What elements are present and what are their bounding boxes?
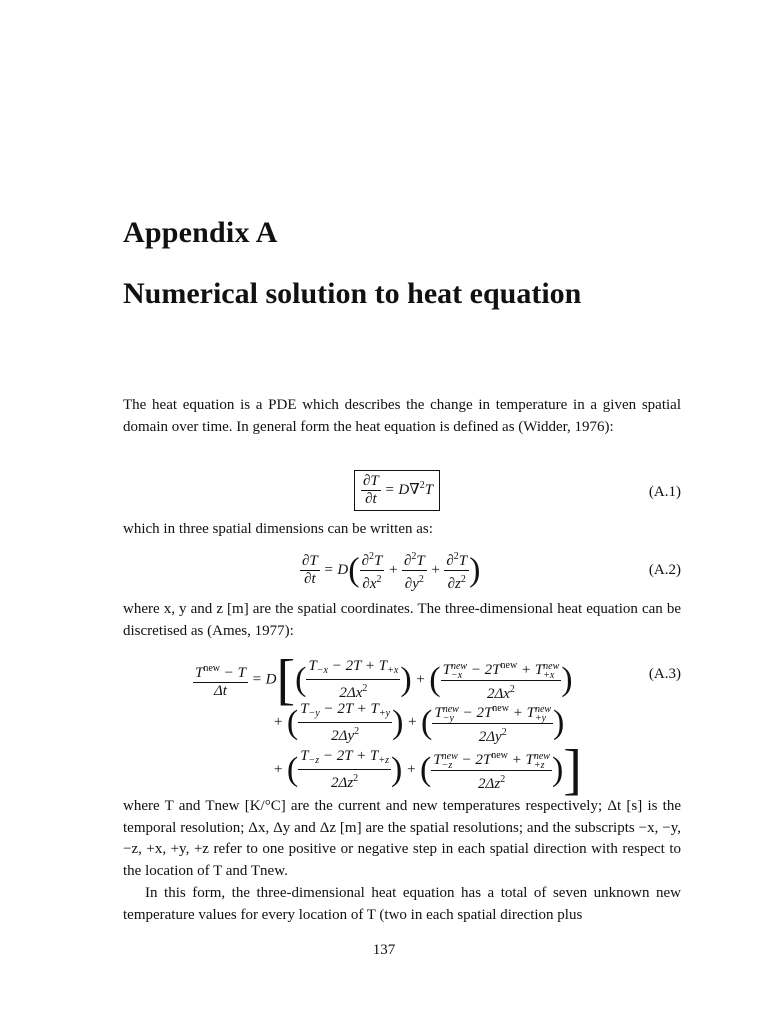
equation-number-a2: (A.2) (648, 562, 681, 578)
paragraph-after-a1: which in three spatial dimensions can be written as: (123, 521, 433, 537)
chapter-label: Appendix A (123, 216, 278, 249)
paragraph-intro: The heat equation is a PDE which describes the change in temperature in a given spatial domain over time. In general form the heat equation is defined as (Widder, 1976): (123, 397, 681, 435)
paragraph-final: In this form, the three-dimensional heat equation has a total of seven unknown new temperature values for every location of T (two in each spatial direction plus (123, 885, 681, 923)
equation-a1: $\frac{\partial T}{\partial t}$ = D∇$^2$T (A.1) (123, 470, 681, 514)
page-number: 137 (372, 942, 396, 958)
equation-number-a3: (A.3) (648, 666, 681, 682)
paragraph-after-a2: where x, y and z [m] are the spatial coordinates. The three-dimensional heat equation can be discretised as (Ames, 1977): (123, 601, 681, 639)
chapter-title: Numerical solution to heat equation (123, 277, 582, 310)
equation-a3: $\frac{T^{new} - T}{\Delta t}$ = D[( $\frac{T_{-x} - 2T + T_{+x}}{2\Delta x^2}$ ) + ( T new −x − $2T^{new} + T$ new +x $2\Delta x^2$ ) + ( $\frac{T_{-y} - 2T + T_{+y}}{2\Delta y^2}$ ) + ( T new −y − $2T^{new} + T$ new +y $2\Delta y^2$ ) + ( $\frac{T_{-z} - 2T + T_{+z}}{2\Delta z^2}$ ) + ( T new −z − $2T^{new} + T$ new +z $2\Delta z^2$ )] (A.3) (195, 649, 681, 801)
equation-a2: $\frac{\partial T}{\partial t}$ = D( $\frac{\partial^2T}{\partial x^2}$ + $\frac{\partial^2T}{\partial y^2}$ + $\frac{\partial^2T}{\partial z^2}$ ) (A.2) (302, 551, 681, 592)
equation-number-a1: (A.1) (648, 484, 681, 500)
paragraph-after-a3: where T and Tnew [K/°C] are the current and new temperatures respectively; Δt [s] is the temporal resolution; Δx, Δy and Δz [m] are the spatial resolutions; and the subscripts −x, −y, −z, +x, +y, +z refer to one positive or negative step in each spatial direction with respect to the location of T and Tnew. (123, 798, 681, 879)
